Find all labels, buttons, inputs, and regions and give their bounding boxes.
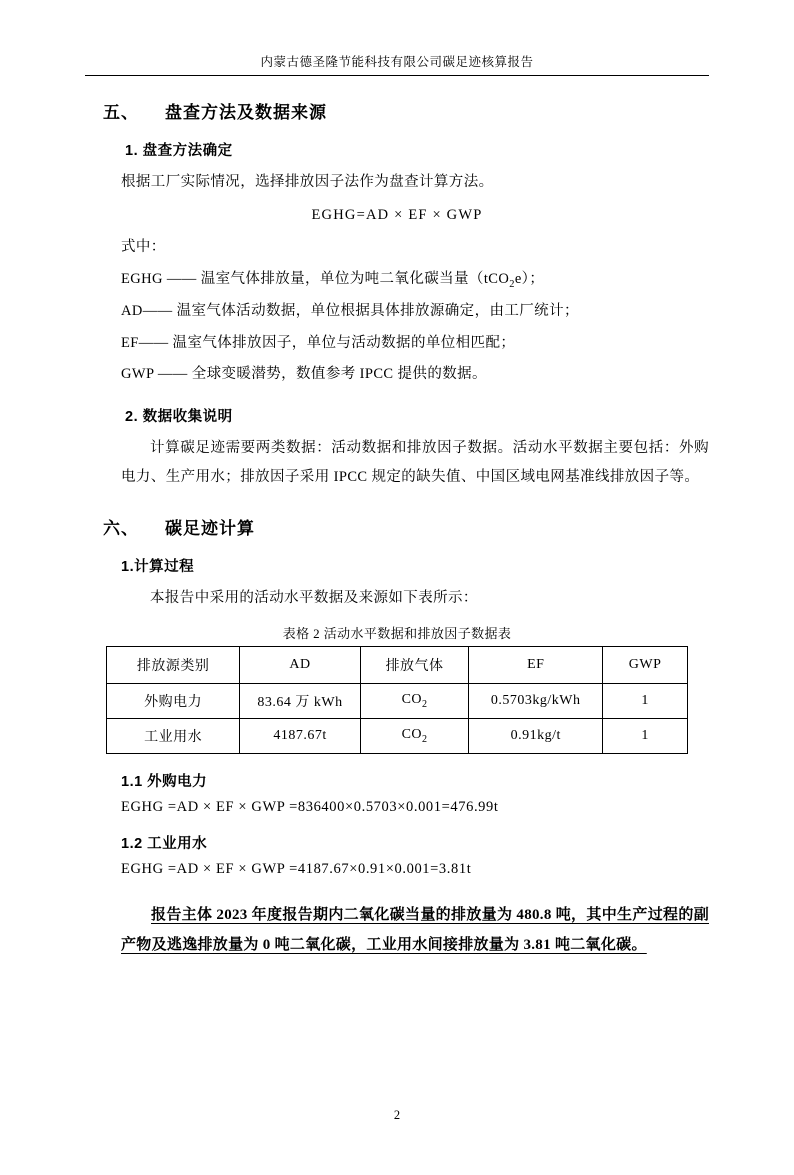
definition-gwp: GWP —— 全球变暖潜势，数值参考 IPCC 提供的数据。 bbox=[121, 366, 487, 383]
section-heading-five bbox=[103, 98, 709, 123]
table-header-row bbox=[107, 646, 688, 683]
activity-data-table bbox=[106, 646, 688, 754]
section-six-title: 碳足迹计算 bbox=[165, 518, 255, 538]
table-row bbox=[107, 718, 688, 753]
cell-ad: 83.64 万 kWh bbox=[240, 683, 361, 718]
cell-gas-sub: 2 bbox=[422, 698, 428, 710]
cell-gas bbox=[360, 683, 468, 718]
page-number: 2 bbox=[393, 1108, 401, 1122]
definition-eghg-text: EGHG —— 温室气体排放量，单位为吨二氧化碳当量（tCO bbox=[121, 270, 510, 287]
cell-gwp: 1 bbox=[603, 683, 688, 718]
calculation-industrial-water: EGHG =AD × EF × GWP =4187.67×0.91×0.001=3.81t bbox=[121, 860, 472, 877]
section-five-title: 盘查方法及数据来源 bbox=[165, 103, 327, 122]
section-heading-six bbox=[103, 514, 709, 539]
cell-gwp: 1 bbox=[603, 718, 688, 753]
section-six-number: 六、 bbox=[103, 518, 139, 538]
label-where: 式中： bbox=[121, 239, 166, 255]
document-body bbox=[85, 98, 709, 960]
definition-eghg-tail: e）； bbox=[514, 270, 545, 287]
conclusion-paragraph: 报告主体 2023 年度报告期内二氧化碳当量的排放量为 480.8 吨，其中生产过程的副产物及逃逸排放量为 0 吨二氧化碳，工业用水间接排放量为 3.81 吨二氧化碳。 bbox=[121, 906, 709, 953]
formula-eghg: EGHG=AD × EF × GWP bbox=[311, 207, 483, 223]
cell-ef: 0.91kg/t bbox=[469, 718, 603, 753]
paragraph-data-collection: 计算碳足迹需要两类数据：活动数据和排放因子数据。活动水平数据主要包括：外购电力、生产用水；排放因子采用 IPCC 规定的缺失值、中国区域电网基准线排放因子等。 bbox=[121, 439, 709, 485]
subheading-calculation-process: 1.计算过程 bbox=[121, 558, 195, 575]
cell-category: 工业用水 bbox=[107, 718, 240, 753]
table-header-gwp: GWP bbox=[603, 646, 688, 683]
definition-eghg-subscript: 2 bbox=[509, 278, 515, 290]
paragraph-survey-method: 根据工厂实际情况，选择排放因子法作为盘查计算方法。 bbox=[121, 174, 494, 190]
running-header: 内蒙古德圣隆节能科技有限公司碳足迹核算报告 bbox=[85, 52, 709, 76]
table-header-gas: 排放气体 bbox=[360, 646, 468, 683]
cell-gas-main: CO bbox=[401, 692, 423, 707]
paragraph-calculation-intro: 本报告中采用的活动水平数据及来源如下表所示： bbox=[150, 589, 478, 606]
subheading-industrial-water: 1.2 工业用水 bbox=[121, 835, 208, 852]
cell-gas bbox=[360, 718, 468, 753]
definition-eghg bbox=[121, 266, 709, 295]
definition-ef: EF—— 温室气体排放因子，单位与活动数据的单位相匹配； bbox=[121, 334, 516, 351]
subheading-data-collection: 2. 数据收集说明 bbox=[125, 408, 233, 425]
subheading-purchased-electricity: 1.1 外购电力 bbox=[121, 773, 208, 790]
table-row bbox=[107, 683, 688, 718]
subheading-survey-method: 1. 盘查方法确定 bbox=[125, 143, 233, 159]
cell-ad: 4187.67t bbox=[240, 718, 361, 753]
table-caption: 表格 2 活动水平数据和排放因子数据表 bbox=[282, 625, 512, 641]
cell-gas-main: CO bbox=[401, 727, 423, 742]
document-page bbox=[0, 52, 794, 1175]
calculation-purchased-electricity: EGHG =AD × EF × GWP =836400×0.5703×0.001=476.99t bbox=[121, 798, 499, 815]
cell-gas-sub: 2 bbox=[422, 733, 428, 745]
table-header-ef: EF bbox=[469, 646, 603, 683]
table-header-ad: AD bbox=[240, 646, 361, 683]
definition-ad: AD—— 温室气体活动数据，单位根据具体排放源确定，由工厂统计； bbox=[121, 303, 579, 320]
cell-category: 外购电力 bbox=[107, 683, 240, 718]
table-header-category: 排放源类别 bbox=[107, 646, 240, 683]
section-five-number: 五、 bbox=[103, 103, 139, 122]
cell-ef: 0.5703kg/kWh bbox=[469, 683, 603, 718]
